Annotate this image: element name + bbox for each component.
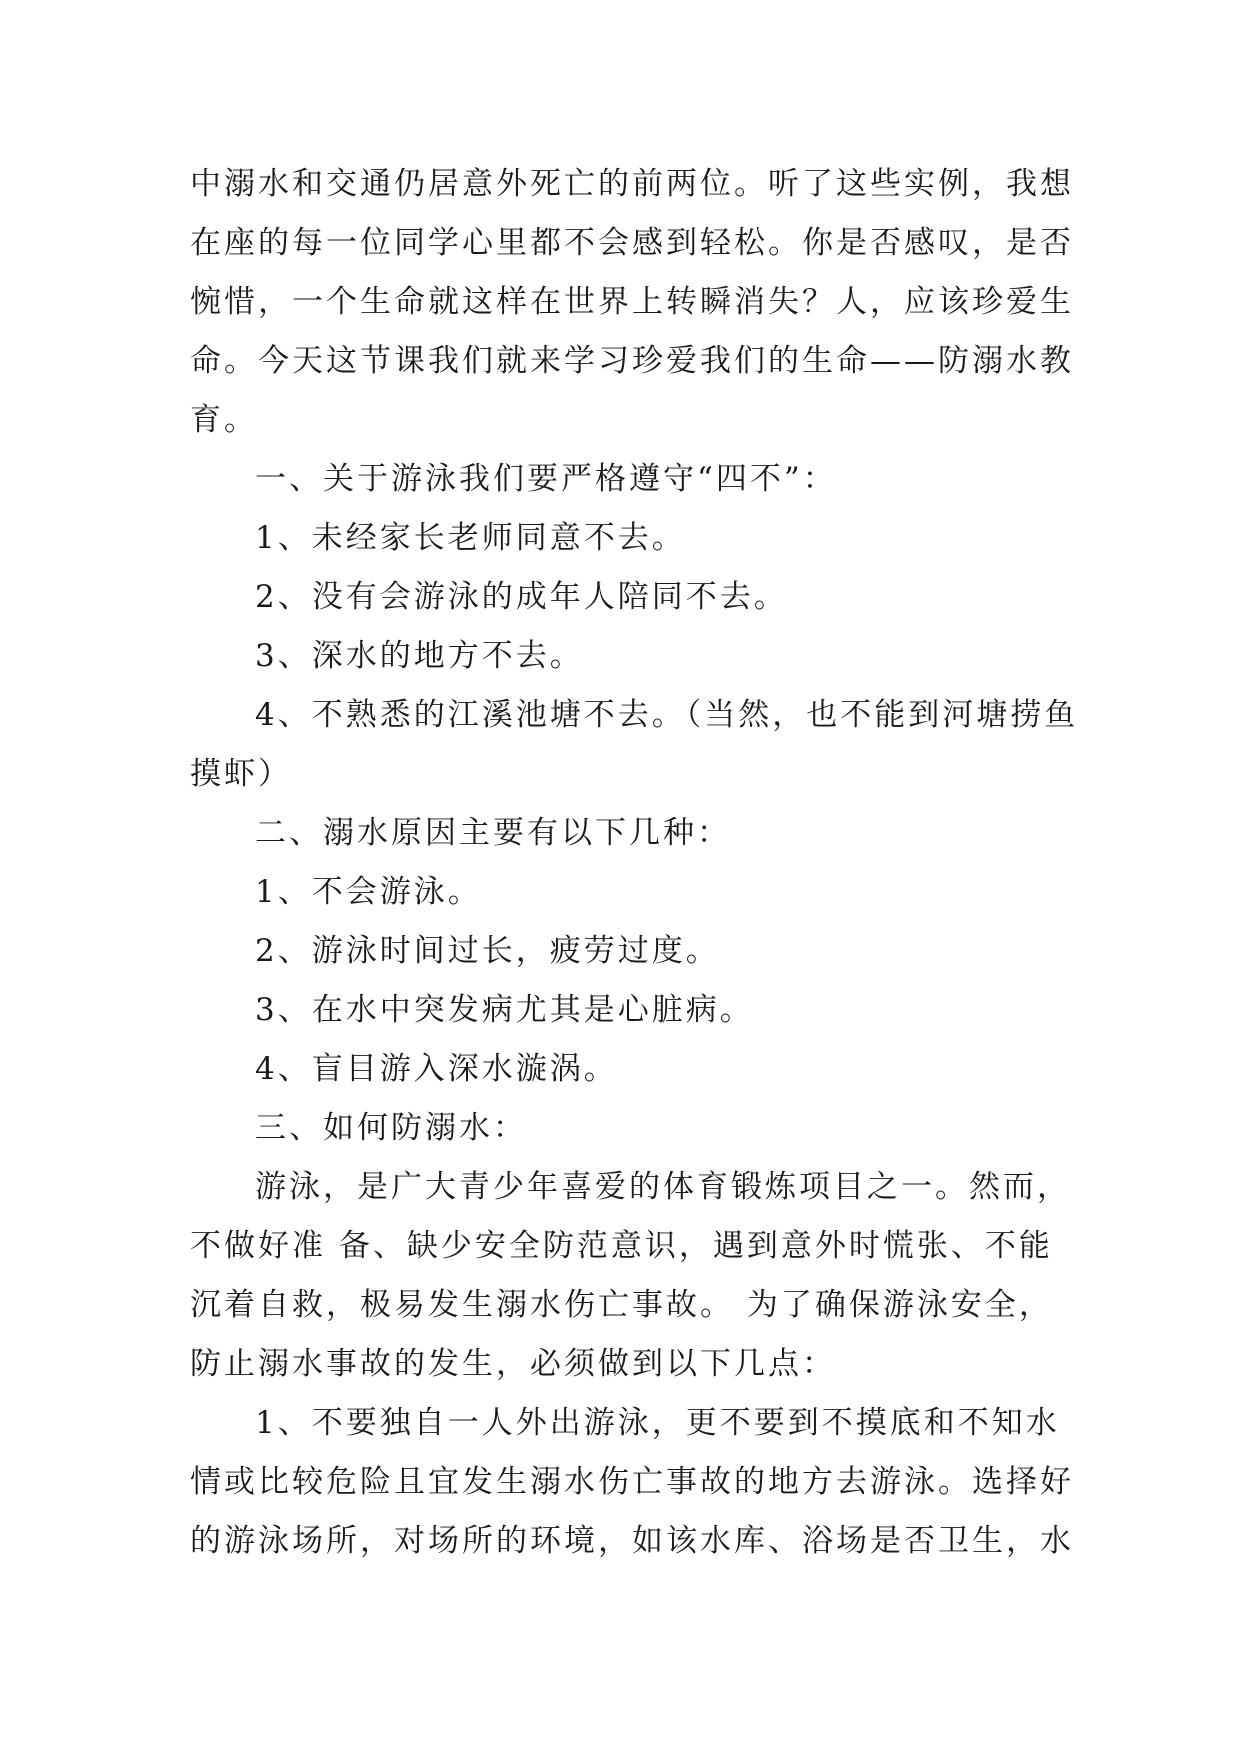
list-item-continuation: 摸虾） <box>190 756 292 792</box>
paragraph-line: 防止溺水事故的发生，必须做到以下几点： <box>190 1346 836 1382</box>
paragraph-line: 1、不要独自一人外出游泳，更不要到不摸底和不知水 <box>255 1405 1060 1441</box>
list-item: 1、不会游泳。 <box>255 874 482 910</box>
text-line-4: 命。今天这节课我们就来学习珍爱我们的生命——防溺水教 <box>190 343 1074 379</box>
paragraph-line: 的游泳场所，对场所的环境，如该水库、浴场是否卫生，水 <box>190 1523 1074 1559</box>
list-item: 3、深水的地方不去。 <box>255 638 584 674</box>
text-line-2: 在座的每一位同学心里都不会感到轻松。你是否感叹，是否 <box>190 225 1074 261</box>
list-item: 3、在水中突发病尤其是心脏病。 <box>255 992 754 1028</box>
text-line-5: 育。 <box>190 402 258 438</box>
section-heading-1: 一、关于游泳我们要严格遵守“四不”： <box>255 461 837 497</box>
list-item: 4、盲目游入深水漩涡。 <box>255 1051 618 1087</box>
text-line-1: 中溺水和交通仍居意外死亡的前两位。听了这些实例，我想 <box>190 166 1074 202</box>
list-item: 4、不熟悉的江溪池塘不去。（当然，也不能到河塘捞鱼 <box>255 697 1079 733</box>
list-item: 1、未经家长老师同意不去。 <box>255 520 686 556</box>
paragraph-line: 游泳，是广大青少年喜爱的体育锻炼项目之一。然而， <box>255 1169 1071 1205</box>
paragraph-line: 沉着自救，极易发生溺水伤亡事故。 为了确保游泳安全， <box>190 1287 1053 1323</box>
paragraph-line: 不做好准 备、缺少安全防范意识，遇到意外时慌张、不能 <box>190 1228 1053 1264</box>
section-heading-2: 二、溺水原因主要有以下几种： <box>255 815 731 851</box>
list-item: 2、没有会游泳的成年人陪同不去。 <box>255 579 788 615</box>
text-line-3: 惋惜，一个生命就这样在世界上转瞬消失？人，应该珍爱生 <box>190 284 1074 320</box>
list-item: 2、游泳时间过长，疲劳过度。 <box>255 933 720 969</box>
section-heading-3: 三、如何防溺水： <box>255 1110 527 1146</box>
paragraph-line: 情或比较危险且宜发生溺水伤亡事故的地方去游泳。选择好 <box>190 1464 1074 1500</box>
